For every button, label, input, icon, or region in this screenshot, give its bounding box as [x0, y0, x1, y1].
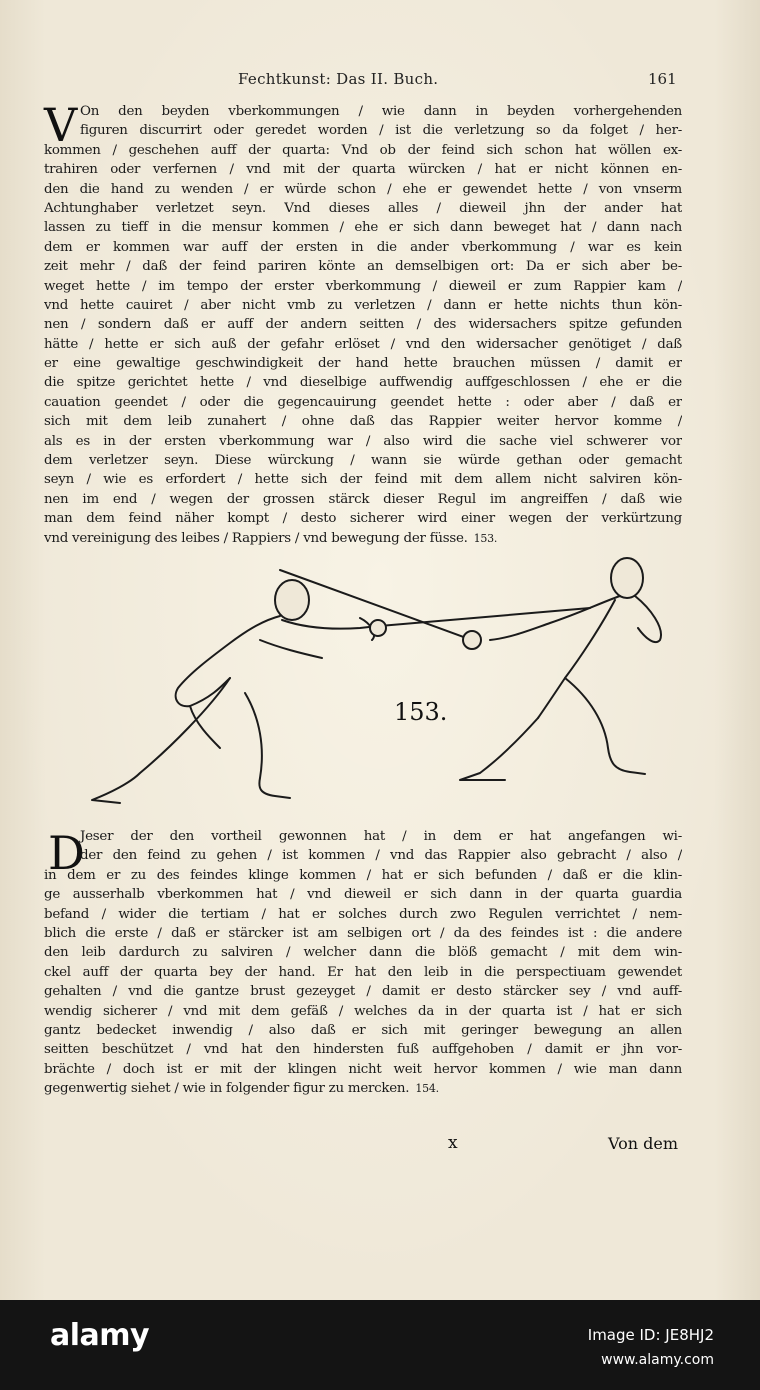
text-line: in dem er zu des feindes klinge kommen / hat er sich befunden / daß er die klin-	[44, 867, 682, 883]
text-line: blich die erste / daß er stärcker ist am selbigen ort / da des feindes ist : die andere	[44, 925, 682, 941]
text-line: befand / wider die tertiam / hat er solches durch zwo Regulen verrichtet / nem-	[44, 906, 682, 922]
woodcut-figure-153	[60, 548, 700, 816]
alamy-logo: alamy	[50, 1318, 150, 1353]
text-line: Jeser der den vortheil gewonnen hat / in dem er hat angefangen wi-	[80, 829, 682, 844]
text-line: gantz bedecket inwendig / also daß er sich mit geringer bewegung an allen	[44, 1022, 682, 1038]
text-line: trahiren oder verfernen / vnd mit der quarta würcken / hat er nicht können en-	[44, 162, 682, 178]
running-header	[0, 66, 760, 92]
text-line: vnd hette cauiret / aber nicht vmb zu verletzen / dann er hette nichts thun kön-	[44, 297, 682, 313]
signature-mark: x	[448, 1133, 458, 1153]
text-line: nen / sondern daß er auff der andern seitten / des widersachers spitze gefunden	[44, 317, 682, 333]
folio-number: 161	[648, 70, 677, 88]
text-line: die spitze gerichtet hette / vnd dieselbige auffwendig auffgeschlossen / ehe er die	[44, 375, 682, 391]
right-fencer-torso	[538, 600, 615, 718]
fencers-illustration	[60, 548, 700, 816]
image-id-label: Image ID: JE8HJ2	[587, 1326, 714, 1344]
text-line: ckel auff der quarta bey der hand. Er hat den leib in die perspectiuam gewendet	[44, 964, 682, 980]
right-fencer-sword-arm	[490, 596, 620, 640]
paragraph-marker: 154.	[415, 1082, 439, 1096]
text-line: figuren discurrirt oder geredet worden / ist die verletzung so da folget / her-	[80, 123, 682, 139]
text-line: man dem feind näher kompt / desto sicherer wird einer wegen der verkürtzung	[44, 511, 682, 527]
site-url: www.alamy.com	[601, 1352, 714, 1368]
text-line: brächte / doch ist er mit der klingen nicht weit hervor kommen / wie man dann	[44, 1061, 682, 1077]
left-fencer-arm	[282, 620, 378, 629]
text-line: seyn / wie es erfordert / hette sich der feind mit dem allem nicht salviren kön-	[44, 472, 682, 488]
text-line: lassen zu tieff in die mensur kommen / ehe er sich dann beweget hat / dann nach	[44, 220, 682, 236]
text-line: hätte / hette er sich auß der gefahr erlöset / vnd den widersacher genötiget / daß	[44, 336, 682, 352]
text-line: cauation geendet / oder die gegencauirung geendet hette : oder aber / daß er	[44, 394, 682, 410]
text-line: nen im end / wegen der grossen stärck dieser Regul im angreiffen / daß wie	[44, 491, 682, 507]
paragraph-marker: 153.	[473, 531, 498, 545]
right-fencer-head	[611, 558, 643, 598]
running-title: Fechtkunst: Das II. Buch.	[238, 70, 439, 88]
stock-footer-bar	[0, 1300, 760, 1390]
drop-initial-d: D	[48, 826, 85, 880]
text-line: er eine gewaltige geschwindigkeit der hand hette brauchen müssen / damit er	[44, 356, 682, 372]
text-line: Achtunghaber verletzet seyn. Vnd dieses alles / dieweil jhn der ander hat	[44, 200, 682, 216]
text-line: On den beyden vberkommungen / wie dann in beyden vorhergehenden	[80, 104, 682, 119]
text-line: seitten beschützet / vnd hat den hindersten fuß auffgehoben / damit er jhn vor-	[44, 1042, 682, 1058]
text-line: dem verletzer seyn. Diese würckung / wann sie würde gethan oder gemacht	[44, 453, 682, 469]
text-line: der den feind zu gehen / ist kommen / vnd das Rappier also gebracht / also /	[80, 848, 682, 864]
text-line: als es in der ersten vberkommung war / also wird die sache viel schwerer vor	[44, 433, 682, 449]
figure-number: 153.	[394, 698, 448, 726]
text-line: weget hette / im tempo der erster vberkommung / dieweil er zum Rappier kam /	[44, 278, 682, 294]
paragraph-2	[44, 827, 682, 1098]
text-line: den leib dardurch zu salviren / welcher dann die blöß gemacht / mit dem win-	[44, 945, 682, 961]
left-fencer-head	[275, 580, 309, 620]
drop-initial-v: V	[44, 98, 78, 152]
left-fencer-torso	[176, 616, 280, 706]
text-line: dem er kommen war auff der ersten in die ander vberkommung / war es kein	[44, 239, 682, 255]
text-line: kommen / geschehen auff der quarta: Vnd ob der feind sich schon hat wöllen ex-	[44, 142, 682, 158]
left-fencer-front-leg	[245, 693, 290, 798]
text-line: ge ausserhalb vberkommen hat / vnd dieweil er sich dann in der quarta guardia	[44, 887, 682, 903]
text-line: sich mit dem leib zunahert / ohne daß das Rappier weiter hervor komme /	[44, 414, 682, 430]
text-line: wendig sicherer / vnd mit dem gefäß / welches da in der quarta ist / hat er sich	[44, 1003, 682, 1019]
right-fencer-back-leg	[565, 678, 645, 774]
right-fencer-front-leg	[460, 718, 538, 780]
right-fencer-guard-arm	[635, 596, 661, 642]
text-line: gehalten / vnd die gantze brust gezeyget / damit er desto stärcker sey / vnd auff-	[44, 984, 682, 1000]
text-line: zeit mehr / daß der feind pariren könte an demselbigen ort: Da er sich aber be-	[44, 259, 682, 275]
paragraph-1	[44, 98, 682, 548]
text-line: gegenwertig siehet / wie in folgender figur zu mercken. 154.	[44, 1081, 439, 1097]
text-line: vnd vereinigung des leibes / Rappiers / vnd bewegung der füsse. 153.	[44, 530, 498, 546]
text-line: den die hand zu wenden / er würde schon / ehe er gewendet hette / von vnserm	[44, 181, 682, 197]
catchword: Von dem	[608, 1134, 678, 1153]
